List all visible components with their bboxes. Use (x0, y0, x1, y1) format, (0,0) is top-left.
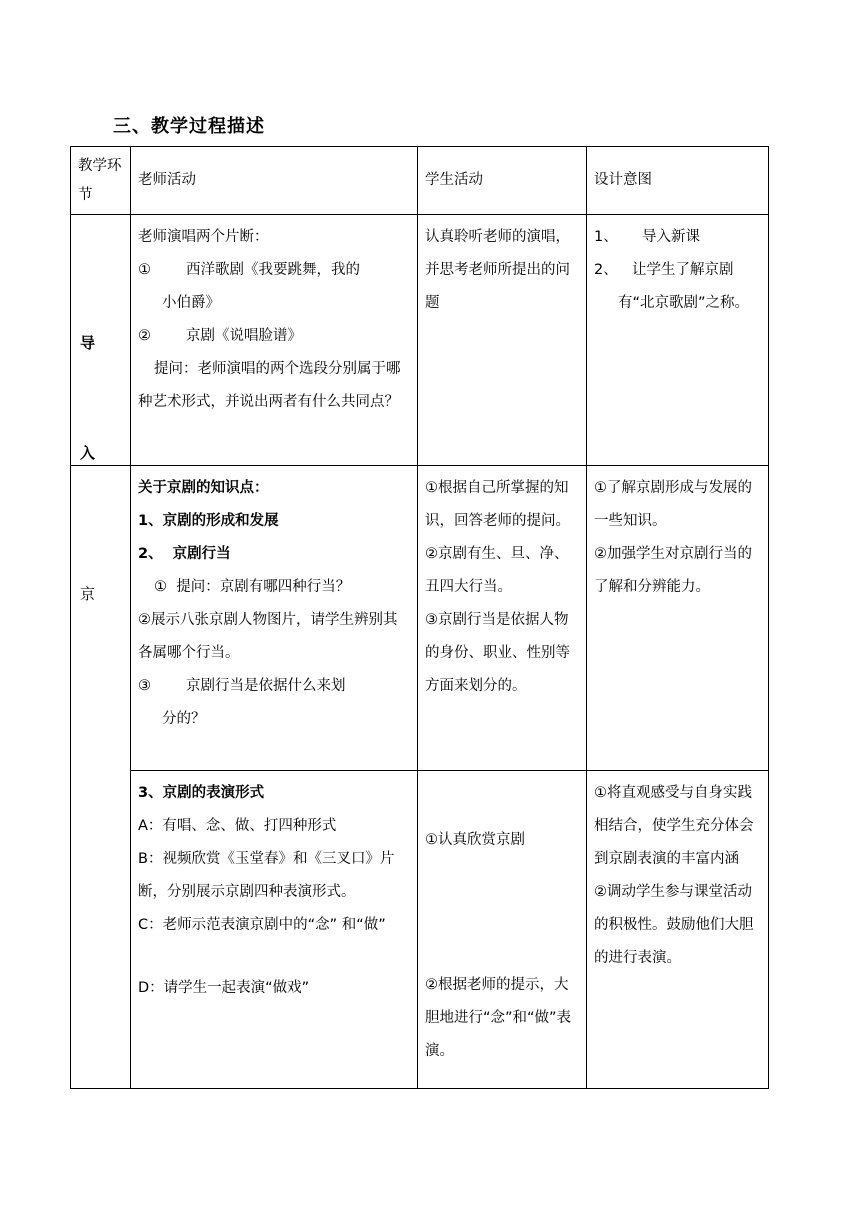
performance-item: A：有唱、念、做、打四种形式 (138, 818, 337, 834)
student-answer: ②根据老师的提示，大胆地进行“念”和“做”表演。 (425, 977, 572, 1059)
teacher-cell (131, 466, 418, 771)
teacher-question: ① 提问：京剧有哪四种行当？ (154, 579, 351, 595)
student-answer: ①根据自己所掌握的知识，回答老师的提问。 (425, 480, 570, 529)
design-point: ②加强学生对京剧行当的了解和分辨能力。 (594, 546, 752, 595)
list-item (138, 320, 410, 353)
knowledge-point: 1、京剧的形成和发展 (138, 513, 279, 529)
list-item (594, 254, 761, 287)
stage-char-2: 入 (80, 444, 96, 462)
list-number: ① (138, 262, 151, 278)
list-item-continued: 小伯爵》 (162, 295, 220, 311)
design-cell (587, 215, 769, 466)
teacher-cell (131, 215, 418, 466)
design-point: ①将直观感受与自身实践相结合，使学生充分体会到京剧表演的丰富内涵 (594, 785, 754, 867)
header-stage: 教学环节 (71, 147, 131, 215)
list-number: 1、 (594, 229, 618, 245)
table-row (71, 215, 769, 466)
teacher-cell (131, 771, 418, 1089)
performance-item: B：视频欣赏《玉堂春》和《三叉口》片断，分别展示京剧四种表演形式。 (138, 851, 395, 900)
knowledge-title: 关于京剧的知识点： (138, 480, 269, 496)
list-text: 西洋歌剧《我要跳舞，我的 (186, 262, 360, 278)
knowledge-point: 2、 京剧行当 (138, 546, 231, 562)
list-text: 让学生了解京剧 (632, 262, 734, 278)
stage-cell (71, 215, 131, 466)
student-cell: 认真聆听老师的演唱，并思考老师所提出的问题 (418, 215, 587, 466)
list-number: ③ (138, 678, 151, 694)
teaching-process-table (70, 146, 769, 1089)
knowledge-title: 3、京剧的表演形式 (138, 785, 265, 801)
design-cell (587, 466, 769, 771)
list-text: 京剧《说唱脸谱》 (186, 328, 302, 344)
list-item (138, 670, 410, 703)
performance-item: C：老师示范表演京剧中的“念” 和“做” (138, 917, 386, 933)
student-answer: ②京剧有生、旦、净、丑四大行当。 (425, 546, 569, 595)
section-heading: 三、教学过程描述 (113, 116, 265, 137)
list-item-continued: 有“北京歌剧”之称。 (618, 295, 750, 311)
student-answer: ①认真欣赏京剧 (425, 832, 525, 848)
design-point: ②调动学生参与课堂活动的积极性。鼓励他们大胆的进行表演。 (594, 884, 754, 966)
list-number: ② (138, 328, 151, 344)
header-teacher: 老师活动 (131, 147, 418, 215)
header-design: 设计意图 (587, 147, 769, 215)
student-cell (418, 771, 587, 1089)
table-row (71, 771, 769, 1089)
spacer (138, 942, 410, 972)
list-number: 2、 (594, 262, 618, 278)
header-student: 学生活动 (418, 147, 587, 215)
teacher-question: 提问：老师演唱的两个选段分别属于哪种艺术形式，并说出两者有什么共同点？ (138, 361, 401, 410)
list-item-continued: 分的？ (162, 711, 206, 727)
stage-char-1: 导 (80, 334, 96, 352)
student-cell (418, 466, 587, 771)
design-cell (587, 771, 769, 1089)
performance-item: D：请学生一起表演“做戏” (138, 980, 310, 996)
stage-char: 京 (80, 585, 96, 603)
table-row (71, 466, 769, 771)
list-text: 导入新课 (642, 229, 700, 245)
teacher-intro: 老师演唱两个片断： (138, 229, 269, 245)
list-item (594, 221, 761, 254)
student-answer: ③京剧行当是依据人物的身份、职业、性别等方面来划分的。 (425, 612, 570, 694)
list-text: 京剧行当是依据什么来划 (186, 678, 346, 694)
list-item (138, 254, 410, 287)
teacher-question: ②展示八张京剧人物图片，请学生辨别其各属哪个行当。 (138, 612, 398, 661)
design-point: ①了解京剧形成与发展的一些知识。 (594, 480, 752, 529)
table-header-row (71, 147, 769, 215)
spacer (425, 857, 579, 969)
stage-cell (71, 466, 131, 1089)
